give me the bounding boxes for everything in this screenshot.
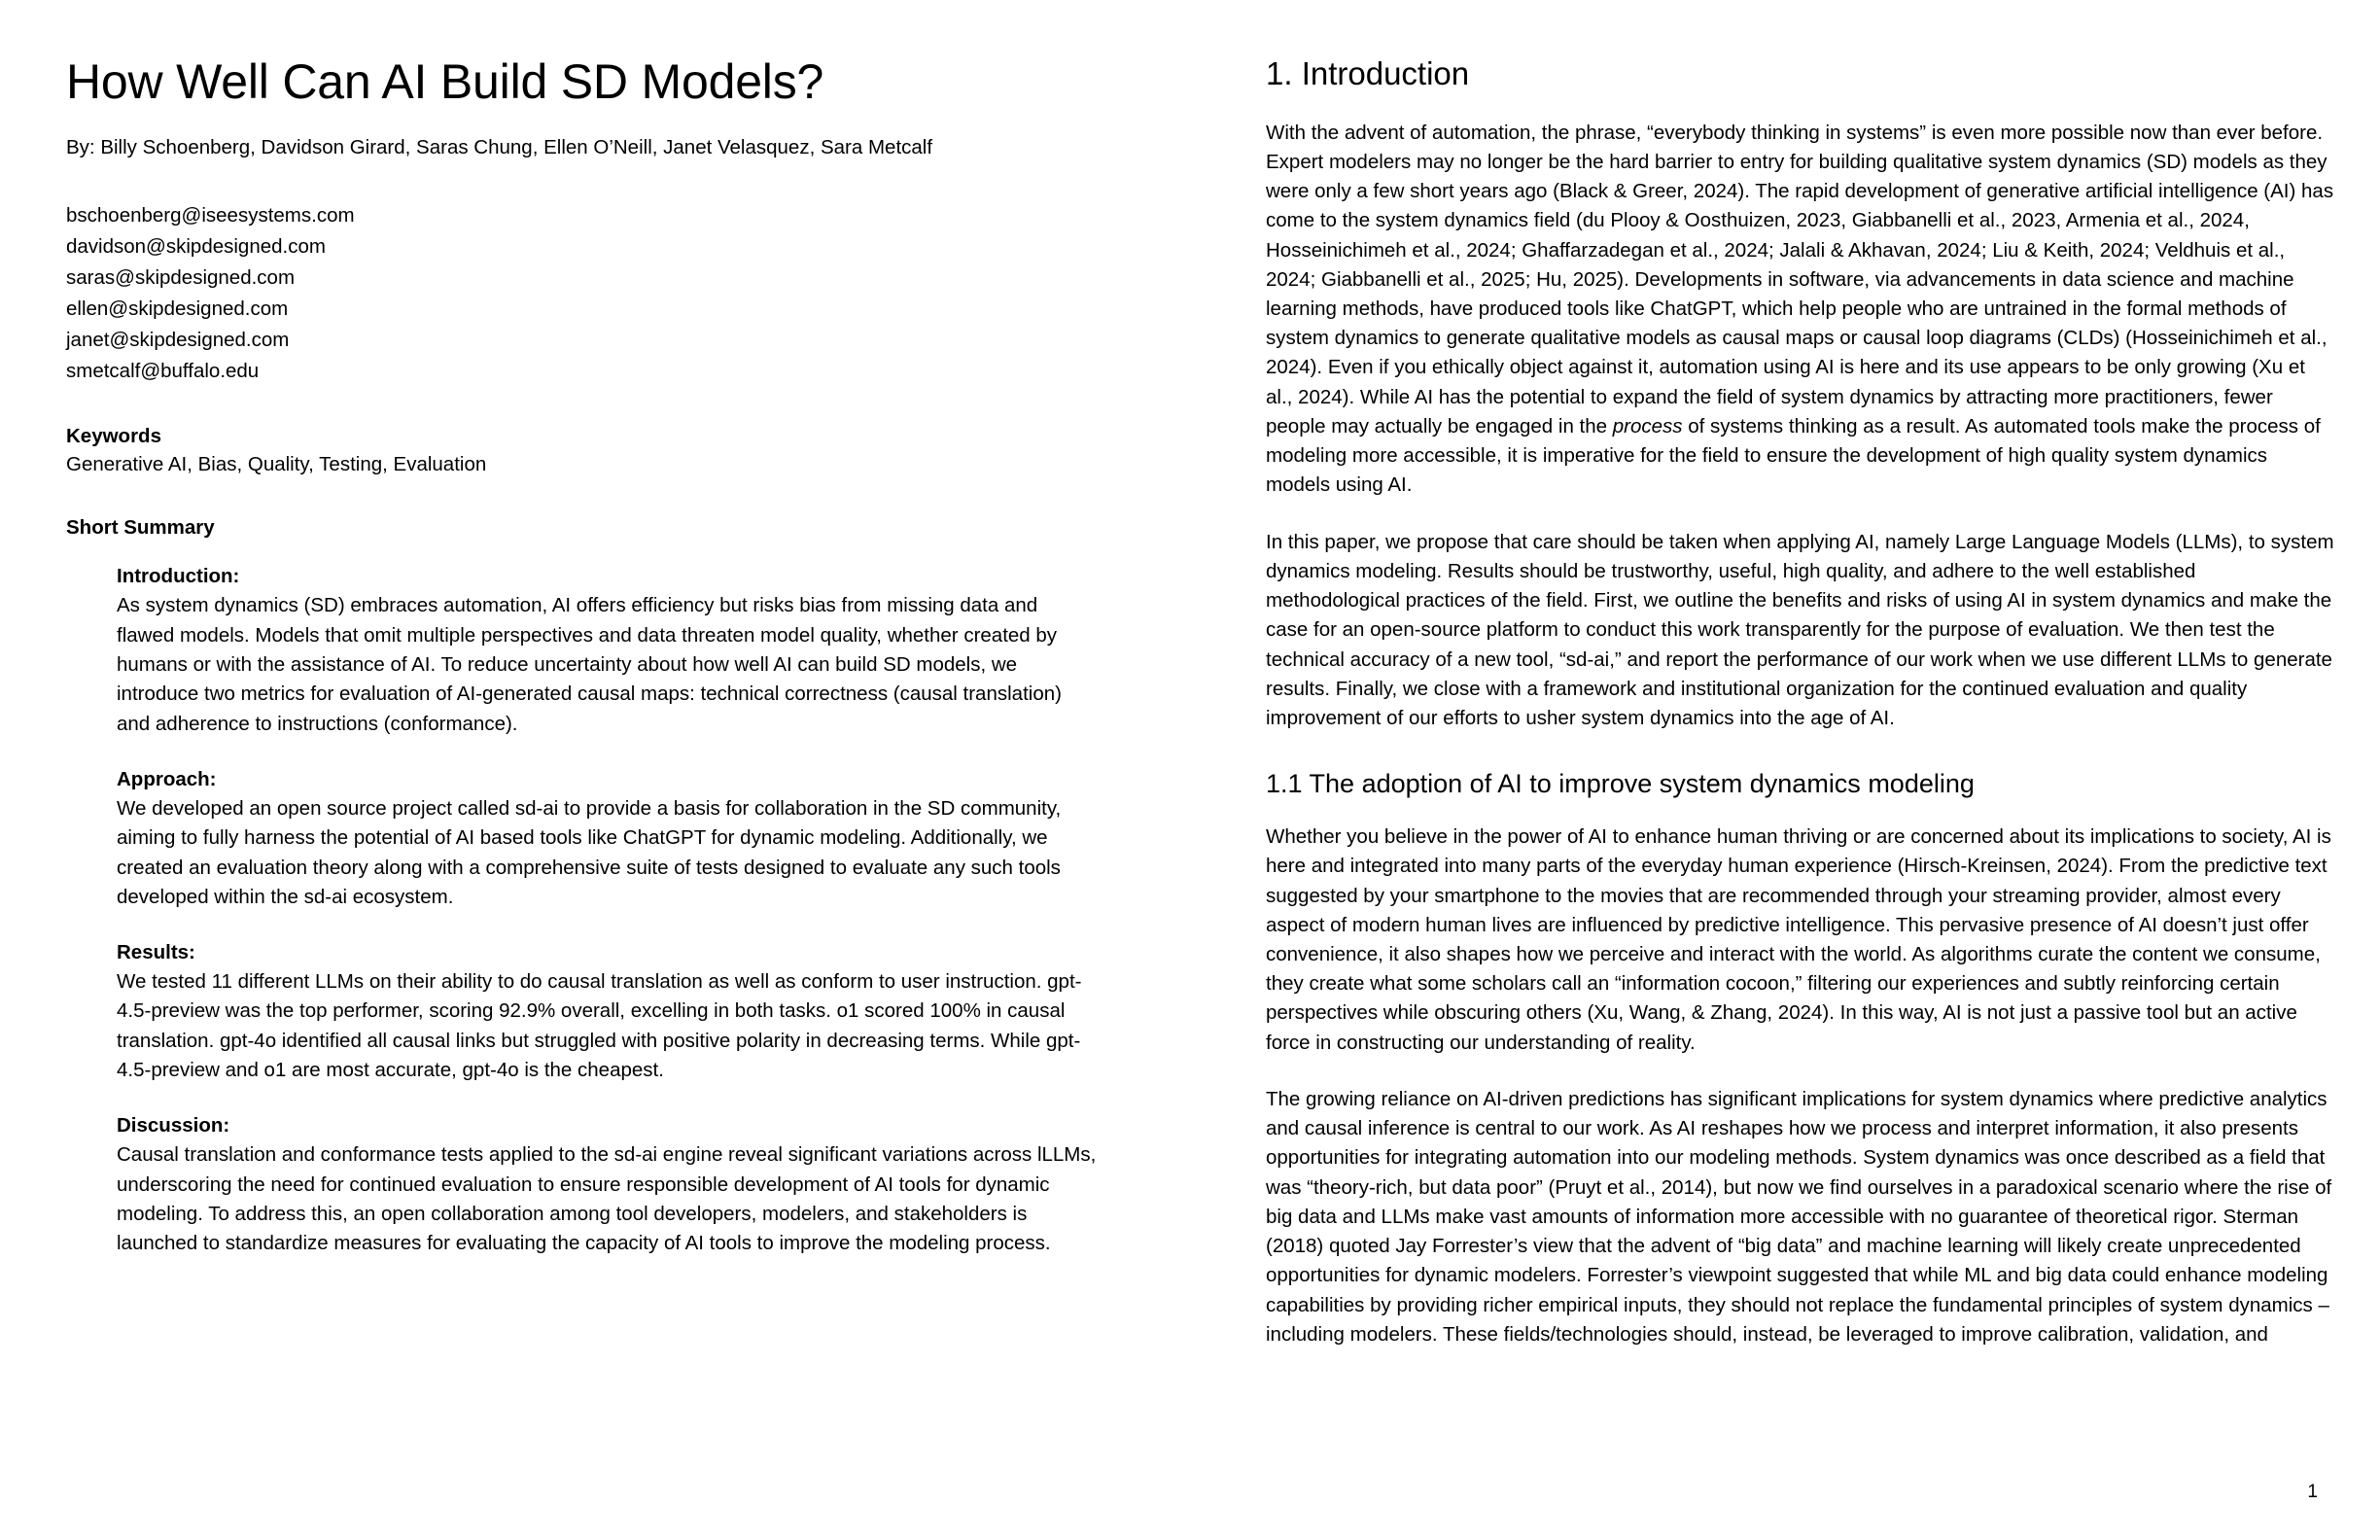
section-heading-1-1: 1.1 The adoption of AI to improve system dynamics modeling: [1266, 769, 1975, 799]
email-item: bschoenberg@iseesystems.com: [66, 203, 355, 227]
summary-section-introduction: [117, 565, 1097, 739]
email-item: davidson@skipdesigned.com: [66, 234, 326, 258]
email-item: smetcalf@buffalo.edu: [66, 359, 260, 382]
right-column: [1266, 54, 2335, 1349]
short-summary-label: Short Summary: [66, 516, 215, 540]
page-title: How Well Can AI Build SD Models?: [66, 54, 824, 109]
body-paragraph-1: [1266, 119, 2335, 501]
body-paragraph-4: The growing reliance on AI-driven predictions has significant implications for system dynamics where predictive analytics and causal inference is central to our work. As AI reshapes how we process and interpret information, it also presents opportunities for integrating automation into our modeling methods. System dynamics was once described as a field that was “theory-rich, but data poor” (Pruyt et al., 2014), but now we find ourselves in a paradoxical scenario where the rise of big data and LLMs make vast amounts of information more accessible with no guarantee of theoretical rigor. Sterman (2018) quoted Jay Forrester’s view that the advent of “big data” and machine learning will likely create unprecedented opportunities for dynamic modelers. Forrester’s viewpoint suggested that while ML and big data could enhance modeling capabilities by providing richer empirical inputs, they should not replace the fundamental principles of system dynamics – including modelers. These fields/technologies should, instead, be leveraged to improve calibration, validation, and: [1266, 1087, 2332, 1346]
summary-section-title: Results:: [117, 941, 195, 964]
summary-section-title: Discussion:: [117, 1114, 230, 1138]
author-emails-list: [66, 200, 1097, 387]
summary-section-discussion: [117, 1114, 1097, 1258]
short-summary-block: [117, 565, 1097, 1259]
section-heading-introduction: 1. Introduction: [1266, 55, 1470, 91]
email-item: saras@skipdesigned.com: [66, 265, 296, 289]
summary-section-title: Introduction:: [117, 565, 240, 588]
keywords-value: Generative AI, Bias, Quality, Testing, Evaluation: [66, 453, 487, 476]
paragraph-1-part-b: of systems thinking as a result. As automated tools make the process of modeling more accessible, it is imperative for the field to ensure the development of high quality system dynamics models using AI.: [1266, 414, 2321, 497]
summary-section-results: [117, 941, 1097, 1085]
email-item: ellen@skipdesigned.com: [66, 297, 289, 320]
author-byline: By: Billy Schoenberg, Davidson Girard, Saras Chung, Ellen O’Neill, Janet Velasquez, Sara Metcalf: [66, 136, 933, 158]
body-paragraph-3: Whether you believe in the power of AI to enhance human thriving or are concerned about its implications to society, AI is here and integrated into many parts of the everyday human experience (Hirsch-Kreinsen, 2024). From the predictive text suggested by your smartphone to the movies that are recommended through your streaming provider, almost every aspect of modern human lives are influenced by predictive intelligence. This pervasive presence of AI doesn’t just offer convenience, it also shapes how we perceive and interact with the world. As algorithms curate the content we consume, they create what some scholars call an “information cocoon,” filtering our experiences and subtly reinforcing certain perspectives while obscuring others (Xu, Wang, & Zhang, 2024). In this way, AI is not just a passive tool but an active force in constructing our understanding of reality.: [1266, 825, 2331, 1054]
body-paragraph-2: In this paper, we propose that care should be taken when applying AI, namely Large Language Models (LLMs), to system dynamics modeling. Results should be trustworthy, useful, high quality, and adhere to the well established methodological practices of the field. First, we outline the benefits and risks of using AI in system dynamics and make the case for an open-source platform to conduct this work transparently for the purpose of evaluation. We then test the technical accuracy of a new tool, “sd-ai,” and report the performance of our work when we use different LLMs to generate results. Finally, we close with a framework and institutional organization for the continued evaluation and quality improvement of our efforts to usher system dynamics into the age of AI.: [1266, 530, 2334, 730]
page-number: 1: [2307, 1482, 2318, 1502]
summary-section-body: As system dynamics (SD) embraces automation, AI offers efficiency but risks bias from missing data and flawed models. Models that omit multiple perspectives and data threaten model quality, whether created by humans or with the assistance of AI. To reduce uncertainty about how well AI can build SD models, we introduce two metrics for evaluation of AI-generated causal maps: technical correctness (causal translation) and adherence to instructions (conformance).: [117, 594, 1062, 735]
summary-section-body: We developed an open source project called sd-ai to provide a basis for collaboration in the SD community, aiming to fully harness the potential of AI based tools like ChatGPT for dynamic modeling. Additionally, we created an evaluation theory along with a comprehensive suite of tests designed to evaluate any such tools developed within the sd-ai ecosystem.: [117, 796, 1062, 908]
summary-section-body: We tested 11 different LLMs on their ability to do causal translation as well as conform to user instruction. gpt-4.5-preview was the top performer, scoring 92.9% overall, excelling in both tasks. o1 scored 100% in causal translation. gpt-4o identified all causal links but struggled with positive polarity in decreasing terms. While gpt-4.5-preview and o1 are most accurate, gpt-4o is the cheapest.: [117, 970, 1082, 1082]
summary-section-approach: [117, 768, 1097, 912]
summary-section-body: Causal translation and conformance tests applied to the sd-ai engine reveal significant variations across lLLMs, underscoring the need for continued evaluation to ensure responsible development of AI tools for dynamic modeling. To address this, an open collaboration among tool developers, modelers, and stakeholders is launched to standardize measures for evaluating the capacity of AI tools to improve the modeling process.: [117, 1143, 1097, 1255]
email-item: janet@skipdesigned.com: [66, 328, 290, 351]
paragraph-1-emphasis: process: [1612, 414, 1683, 438]
left-column: [66, 54, 1097, 1259]
paragraph-1-part-a: With the advent of automation, the phrase, “everybody thinking in systems” is even more possible now than ever before. Expert modelers may no longer be the hard barrier to entry for building qualitative system dynamics (SD) models as they were only a few short years ago (Black & Greer, 2024). The rapid development of generative artificial intelligence (AI) has come to the system dynamics field (du Plooy & Oosthuizen, 2023, Giabbanelli et al., 2023, Armenia et al., 2024, Hosseinichimeh et al., 2024; Ghaffarzadegan et al., 2024; Jalali & Akhavan, 2024; Liu & Keith, 2024; Veldhuis et al., 2024; Giabbanelli et al., 2025; Hu, 2025). Developments in software, via advancements in data science and machine learning methods, have produced tools like ChatGPT, which help people who are untrained in the formal methods of system dynamics to generate qualitative models as causal maps or causal loop diagrams (CLDs) (Hosseinichimeh et al., 2024). Even if you ethically object against it, automation using AI is here and its use appears to be only growing (Xu et al., 2024). While AI has the potential to expand the field of system dynamics by attracting more practitioners, fewer people may actually be engaged in the: [1266, 121, 2334, 438]
keywords-label: Keywords: [66, 425, 161, 448]
summary-section-title: Approach:: [117, 767, 217, 790]
